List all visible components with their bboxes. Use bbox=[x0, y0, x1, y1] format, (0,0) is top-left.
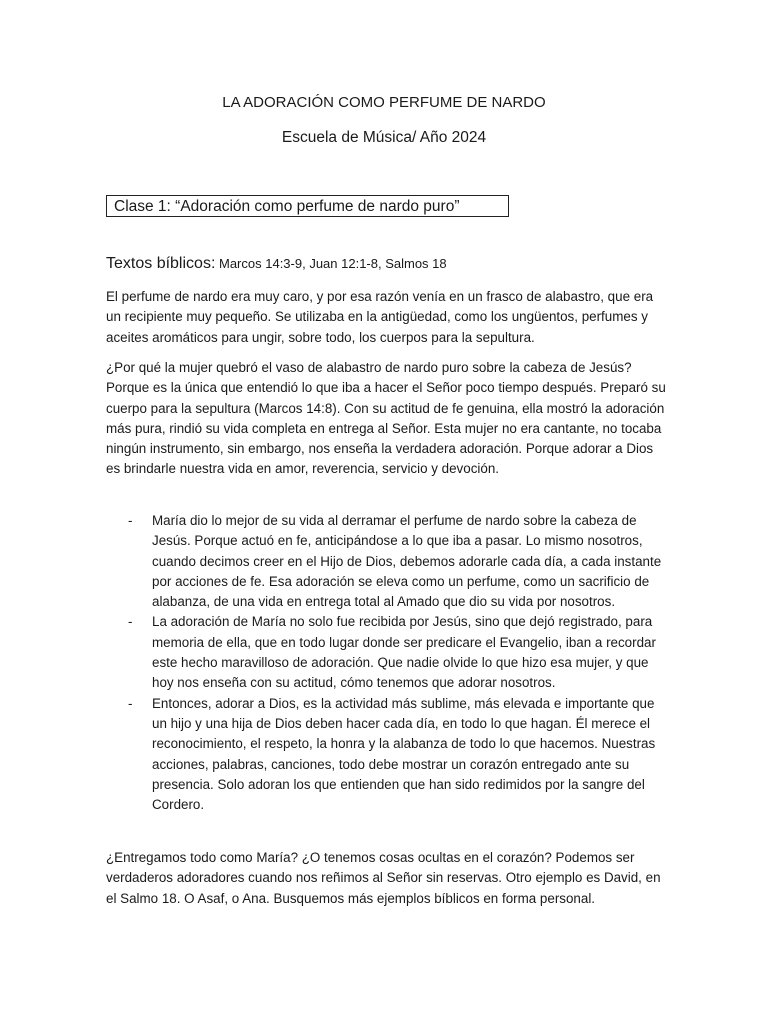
bullet-item bbox=[106, 511, 666, 612]
document-title: LA ADORACIÓN COMO PERFUME DE NARDO bbox=[222, 94, 546, 111]
bullet-item bbox=[106, 612, 666, 693]
biblical-texts-line bbox=[106, 253, 666, 275]
paragraph-3: ¿Entregamos todo como María? ¿O tenemos cosas ocultas en el corazón? Podemos ser verdaderos adoradores cuando nos reñimos al Señor sin reservas. Otro ejemplo es David, en el Salmo 18. O Asaf, o Ana. Busquemos más ejemplos bíblicos en forma personal. bbox=[106, 850, 661, 906]
bullet-item bbox=[106, 694, 666, 816]
bullet-marker: - bbox=[128, 614, 133, 630]
bullet-list bbox=[106, 511, 666, 815]
bullet-marker: - bbox=[128, 513, 133, 528]
bullet-text: Entonces, adorar a Dios, es la actividad más sublime, más elevada e importante que un hijo y una hija de Dios deben hacer cada día, en todo lo que hagan. Él merece el reconocimiento, el respeto, la honra y la alabanza de todo lo que hacemos. Nuestras acciones, palabras, canciones, todo debe mostrar un corazón entregado ante su presencia. Solo adoran los que entienden que han sido redimidos por la sangre del Cordero. bbox=[152, 695, 656, 813]
paragraph-1: El perfume de nardo era muy caro, y por esa razón venía en un frasco de alabastro, que era un recipiente muy pequeño. Se utilizaba en la antigüedad, como los ungüentos, perfumes y aceites aromáticos para ungir, sobre todo, los cuerpos para la sepultura. bbox=[106, 289, 654, 345]
bullet-text: María dio lo mejor de su vida al derramar el perfume de nardo sobre la cabeza de Jesús. Porque actuó en fe, anticipándose a lo que iba a pasar. Lo mismo nosotros, cuando decimos creer en el Hijo de Dios, debemos adorarle cada día, a cada instante por acciones de fe. Esa adoración se eleva como un perfume, como un sacrificio de alabanza, de una vida en entrega total al Amado que dio su vida por nosotros. bbox=[152, 513, 662, 610]
bullet-marker: - bbox=[128, 695, 133, 711]
bullet-text: La adoración de María no solo fue recibida por Jesús, sino que dejó registrado, para memoria de ella, que en todo lugar donde ser predicare el Evangelio, iban a recordar este hecho maravilloso de adoración. Que nadie olvide lo que hizo esa mujer, y que hoy nos enseña con su actitud, cómo tenemos que adorar nosotros. bbox=[152, 614, 656, 691]
class-heading-box: Clase 1: “Adoración como perfume de nardo puro” bbox=[106, 195, 509, 217]
paragraph-2: ¿Por qué la mujer quebró el vaso de alabastro de nardo puro sobre la cabeza de Jesús? Porque es la única que entendió lo que iba a hacer el Señor poco tiempo después. Preparó su cuerpo para la sepultura (Marcos 14:8). Con su actitud de fe genuina, ella mostró la adoración más pura, rindió su vida completa en entrega al Señor. Esta mujer no era cantante, no tocaba ningún instrumento, sin embargo, nos enseña la verdadera adoración. Porque adorar a Dios es brindarle nuestra vida en amor, reverencia, servicio y devoción. bbox=[106, 360, 666, 477]
biblical-texts-label: Textos bíblicos: bbox=[106, 255, 216, 272]
biblical-texts-refs: Marcos 14:3-9, Juan 12:1-8, Salmos 18 bbox=[215, 256, 447, 271]
document-subtitle: Escuela de Música/ Año 2024 bbox=[281, 129, 487, 146]
